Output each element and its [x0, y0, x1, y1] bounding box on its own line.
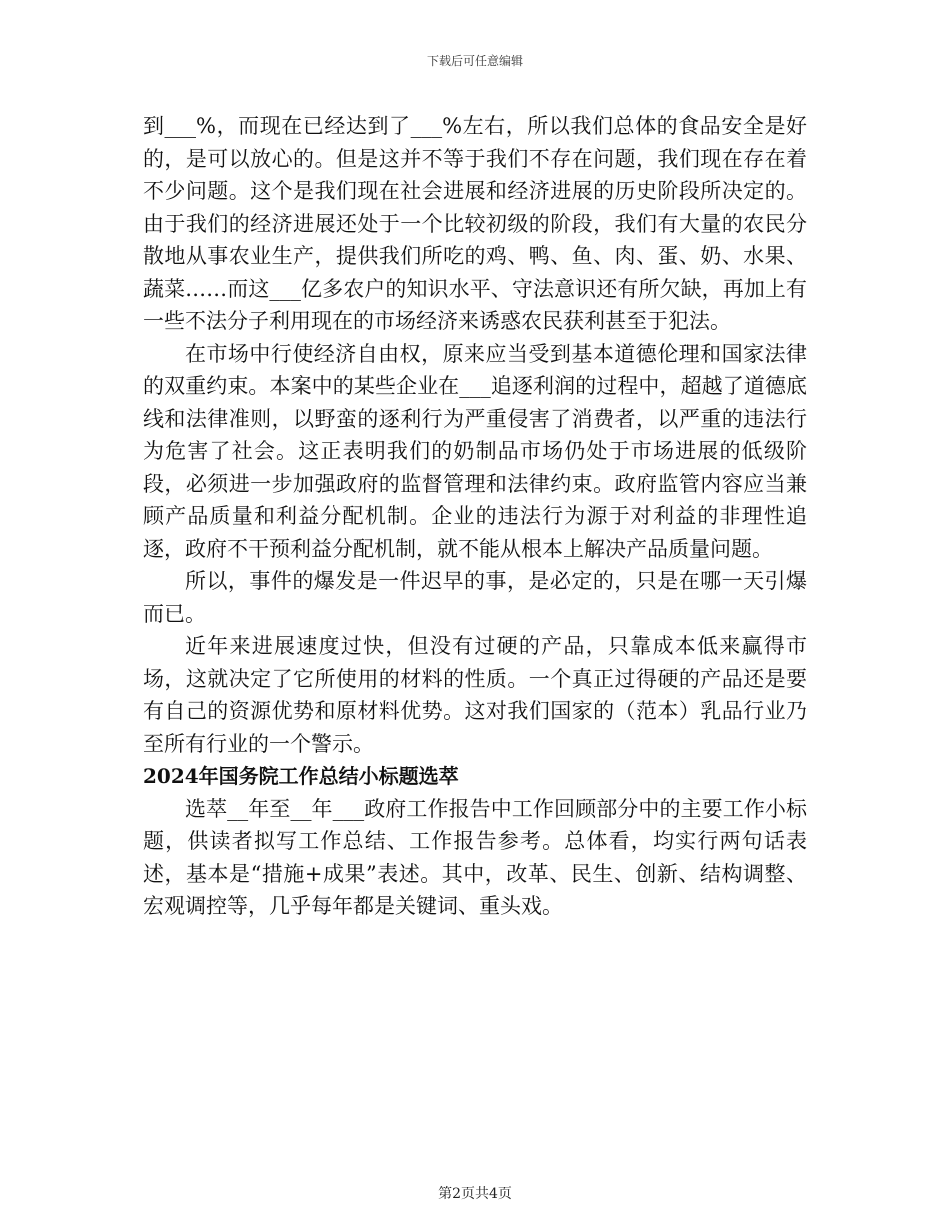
page-header: 下载后可任意编辑: [426, 54, 523, 68]
page-number: 第2页共4页: [438, 1186, 512, 1202]
section-paragraph: 选萃__年至__年___政府工作报告中工作回顾部分中的主要工作小标题，供读者拟写工作总结、工作报告参考。总体看，均实行两句话表述，基本是“措施+成果”表述。其中，改革、民生、创新、结构调整、宏观调控等，几乎每年都是关键词、重头戏。: [143, 796, 807, 918]
document-body: [143, 110, 807, 923]
paragraph: 所以，事件的爆发是一件迟早的事，是必定的，只是在哪一天引爆而已。: [143, 569, 807, 626]
paragraph-continuation: 到___%，而现在已经达到了___%左右，所以我们总体的食品安全是好的，是可以放心的。但是这并不等于我们不存在问题，我们现在存在着不少问题。这个是我们现在社会进展和经济进展的历史阶段所决定的。由于我们的经济进展还处于一个比较初级的阶段，我们有大量的农民分散地从事农业生产，提供我们所吃的鸡、鸭、鱼、肉、蛋、奶、水果、蔬菜……而这___亿多农户的知识水平、守法意识还有所欠缺，再加上有一些不法分子利用现在的市场经济来诱惑农民获利甚至于犯法。: [143, 114, 807, 333]
paragraph: 在市场中行使经济自由权，原来应当受到基本道德伦理和国家法律的双重约束。本案中的某些企业在___追逐利润的过程中，超越了道德底线和法律准则，以野蛮的逐利行为严重侵害了消费者，以严重的违法行为危害了社会。这正表明我们的奶制品市场仍处于市场进展的低级阶段，必须进一步加强政府的监督管理和法律约束。政府监管内容应当兼顾产品质量和利益分配机制。企业的违法行为源于对利益的非理性追逐，政府不干预利益分配机制，就不能从根本上解决产品质量问题。: [143, 341, 807, 561]
section-title: 2024年国务院工作总结小标题选萃: [143, 764, 459, 788]
paragraph: 近年来进展速度过快，但没有过硬的产品，只靠成本低来赢得市场，这就决定了它所使用的材料的性质。一个真正过得硬的产品还是要有自己的资源优势和原材料优势。这对我们国家的（范本）乳品行业乃至所有行业的一个警示。: [143, 634, 807, 756]
